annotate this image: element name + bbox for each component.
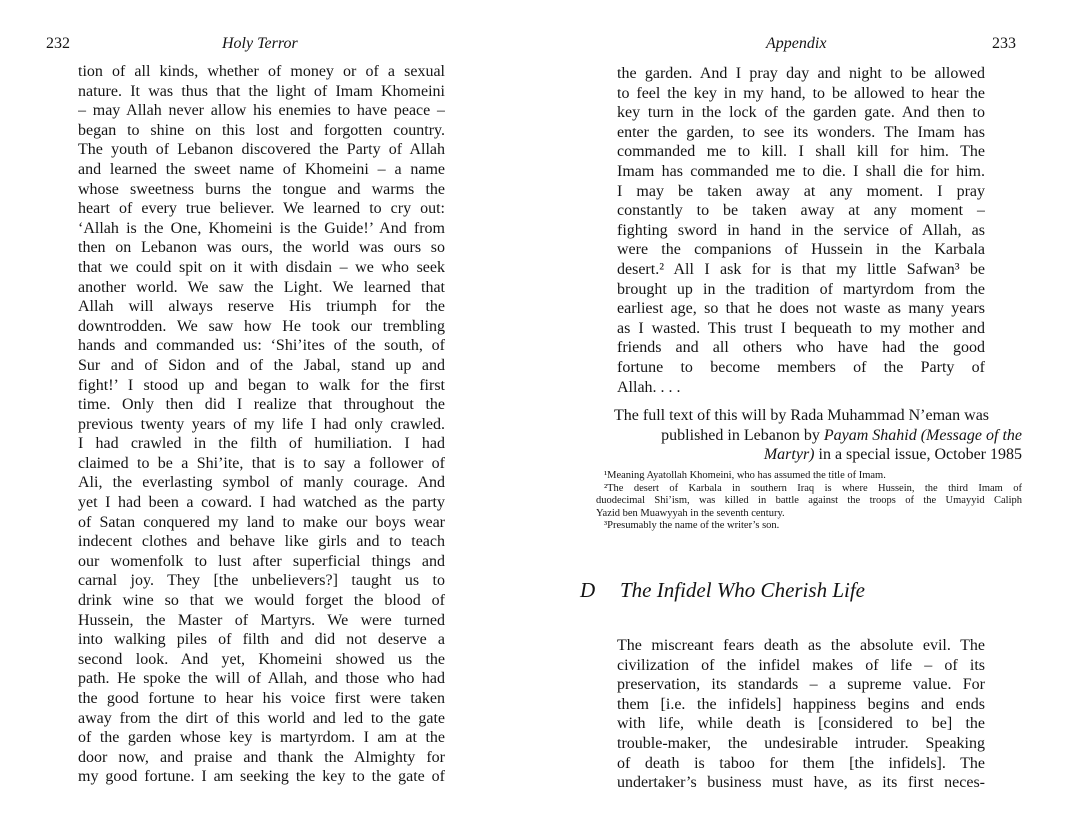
- text-line: the good fortune to hear his voice first were taken: [78, 690, 445, 707]
- left-page-body-text: [78, 62, 445, 787]
- text-line: friends and all others who have had the good: [617, 339, 985, 357]
- text-line: as I wasted. This trust I bequeath to my mother and: [617, 319, 985, 337]
- text-line: second look. And yet, Khomeini showed us the: [78, 650, 445, 668]
- section-title: The Infidel Who Cherish Life: [620, 578, 865, 602]
- right-page-body-text: [617, 64, 985, 397]
- source-note: [614, 406, 1022, 465]
- section-body-text: [617, 636, 985, 793]
- text-line: trouble-maker, the undesirable intruder. Speaking: [617, 734, 985, 752]
- text-line: – may Allah never allow his enemies to have peace –: [78, 102, 445, 120]
- text-line: and learned the sweet name of Khomeini – a name: [78, 160, 445, 178]
- text-line: tion of all kinds, whether of money or of a sexual: [78, 63, 445, 80]
- text-line: with life, while death is [considered to be] the: [617, 715, 985, 733]
- text-line: Hussein, the Master of Martyrs. We were turned: [78, 611, 445, 629]
- text-line: fortune to become members of the Party of: [617, 358, 985, 376]
- footnotes: [596, 470, 1022, 533]
- text-line: of Satan conquered my land to make our boys wear: [78, 513, 445, 531]
- text-line: to feel the key in my hand, to be allowed to hear the: [617, 84, 985, 102]
- source-note-publication-title: Payam Shahid (Message of the: [823, 426, 1022, 444]
- source-note-line-3: [614, 445, 1022, 465]
- text-line: preservation, its standards – a supreme value. For: [617, 676, 985, 694]
- source-note-line-3-text: in a special issue, October 1985: [814, 446, 1022, 464]
- text-line: The miscreant fears death as the absolute evil. The: [617, 637, 985, 654]
- text-line: nature. It was thus that the light of Imam Khomeini: [78, 82, 445, 100]
- footnote-line: ¹Meaning Ayatollah Khomeini, who has assumed the title of Imam.: [604, 470, 886, 481]
- text-line: then on Lebanon was ours, the world was ours so: [78, 239, 445, 257]
- page-number-left: 232: [46, 35, 70, 52]
- text-line: of death is taboo for them [the infidels]. The: [617, 754, 985, 772]
- footnote-line: duodecimal Shi’ism, was killed in battle against the troops of the Umayyid Caliph: [596, 495, 1022, 507]
- source-note-line-1: The full text of this will by Rada Muhammad N’eman was: [614, 407, 990, 424]
- text-line: fighting sword in hand in the service of Allah, as: [617, 221, 985, 239]
- text-line: earliest age, so that he does not waste as many years: [617, 300, 985, 318]
- text-line: claimed to be a Shi’ite, that is to say a follower of: [78, 454, 445, 472]
- text-line: commanded me to kill. I shall kill for him. The: [617, 143, 985, 161]
- text-line: desert.² All I ask for is that my little Safwan³ be: [617, 260, 985, 278]
- text-line: my good fortune. I am seeking the key to the gate of: [78, 768, 445, 786]
- text-line: began to shine on this lost and forgotten country.: [78, 121, 445, 139]
- text-line: our womenfolk to lust after superficial things and: [78, 552, 445, 570]
- section-heading: [580, 578, 1000, 602]
- right-page: [546, 0, 1092, 829]
- text-line: carnal joy. They [the unbelievers?] taught us to: [78, 572, 445, 590]
- text-line: Ali, the everlasting symbol of manly courage. And: [78, 474, 445, 492]
- text-line: key turn in the lock of the garden gate. And then to: [617, 104, 985, 122]
- text-line: away from the dirt of this world and led to the gate: [78, 709, 445, 727]
- footnote-line: ²The desert of Karbala in southern Iraq is where Hussein, the third Imam of: [604, 482, 1022, 494]
- source-note-line-2: [614, 426, 1022, 446]
- text-line: them [i.e. the infidels] happiness begins and ends: [617, 695, 985, 713]
- running-head-left: Holy Terror: [222, 35, 298, 52]
- page-number-right: 233: [992, 35, 1016, 52]
- text-line: yet I had been a coward. I had watched as the party: [78, 494, 445, 512]
- text-line: fight!’ I stood up and began to walk for the first: [78, 376, 445, 394]
- text-line: Imam has commanded me to die. I shall die for him.: [617, 162, 985, 180]
- text-line: whose sweetness burns the tongue and warms the: [78, 180, 445, 198]
- text-line: civilization of the infidel makes of life – of its: [617, 656, 985, 674]
- text-line: I had crawled in the filth of humiliation. I had: [78, 435, 445, 453]
- section-letter: D: [580, 578, 596, 602]
- text-line: previous twenty years of my life I had only crawled.: [78, 415, 445, 433]
- text-line: time. Only then did I realize that throughout the: [78, 396, 445, 414]
- text-line: indecent clothes and behave like girls and to teach: [78, 533, 445, 551]
- text-line: brought up in the tradition of martyrdom from the: [617, 280, 985, 298]
- text-line: undertaker’s business must have, as its first neces-: [617, 774, 985, 792]
- source-note-line-2-text: published in Lebanon by: [661, 426, 824, 444]
- text-line: ‘Allah is the One, Khomeini is the Guide!’ And from: [78, 219, 445, 237]
- footnote-line: Yazid ben Muawyyah in the seventh century.: [596, 507, 785, 519]
- text-line: drink wine so that we would forget the blood of: [78, 592, 445, 610]
- text-line: path. He spoke the will of Allah, and those who had: [78, 670, 445, 688]
- text-line: enter the garden, to see its wonders. The Imam has: [617, 123, 985, 141]
- text-line: were the companions of Hussein in the Karbala: [617, 241, 985, 259]
- footnote-line: ³Presumably the name of the writer’s son.: [604, 520, 780, 532]
- text-line: downtrodden. We saw how He took our trembling: [78, 317, 445, 335]
- text-line: heart of every true believer. We learned to cry out:: [78, 200, 445, 218]
- text-line: The youth of Lebanon discovered the Party of Allah: [78, 141, 445, 159]
- text-line: I may be taken away at any moment. I pray: [617, 182, 985, 200]
- text-line: Sur and of Sidon and of the Jabal, stand up and: [78, 356, 445, 374]
- text-line: constantly to be taken away at any moment –: [617, 202, 985, 220]
- text-line: Allah will always reserve His triumph for the: [78, 298, 445, 316]
- text-line: of the garden whose key is martyrdom. I am at the: [78, 729, 445, 747]
- running-head-right: Appendix: [766, 35, 827, 52]
- text-line: another world. We saw the Light. We learned that: [78, 278, 445, 296]
- text-line: into walking piles of filth and did not deserve a: [78, 631, 445, 649]
- text-line: door now, and praise and thank the Almighty for: [78, 748, 445, 766]
- text-line: the garden. And I pray day and night to be allowed: [617, 65, 985, 82]
- text-line: Allah. . . .: [617, 378, 681, 396]
- text-line: hands and commanded us: ‘Shi’ites of the south, of: [78, 337, 445, 355]
- source-note-publication-title-cont: Martyr): [763, 446, 815, 464]
- text-line: that we could spit on it with disdain – we who seek: [78, 258, 445, 276]
